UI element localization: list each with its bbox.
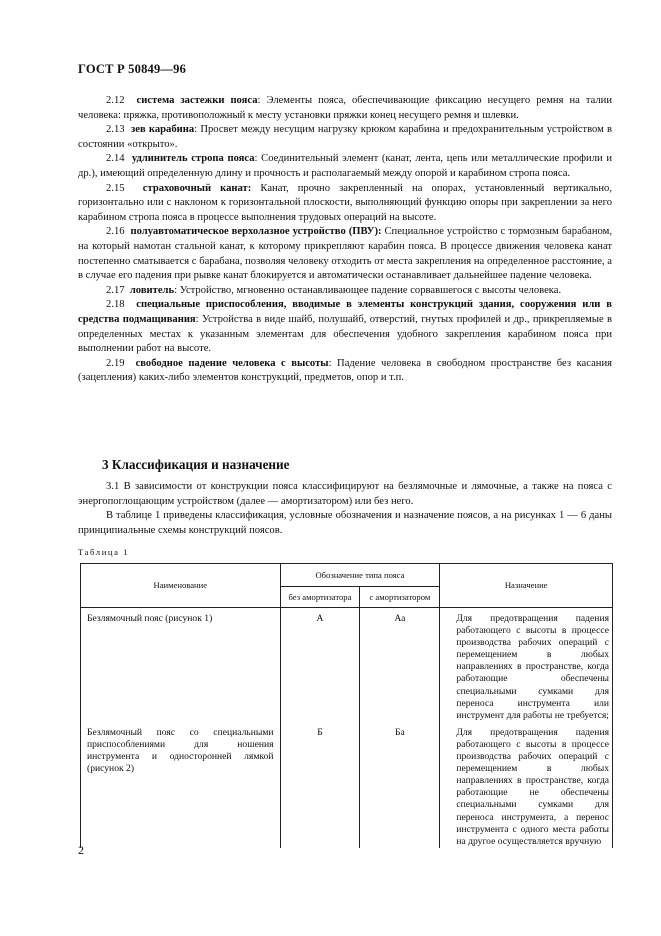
- page-number: 2: [78, 843, 84, 857]
- definition-item: 2.13 зев карабина: Просвет между несущим нагрузку крюком карабина и предохранительным устройством в состоянии «открыто».: [78, 124, 613, 150]
- definition-item: 2.16 полуавтоматическое верхолазное устройство (ПВУ): Специальное устройство с тормозным барабаном, на который намотан стальной канат, к которому прикрепляют карабин пояса. В процессе движения человека канат постепенно сматывается с барабана, позволяя человеку отходить от места закрепления на определенное расстояние, а в случае его падения при рывке канат блокируется и автоматически останавливает дальнейшее падение человека.: [78, 226, 612, 282]
- section-paragraph: 3.1 В зависимости от конструкции пояса классифицируют на безлямочные и лямочные, а также на пояса с энергопоглощающим устройством (далее — амортизатором) или без него.: [78, 481, 612, 507]
- header-designation: Обозначение типа пояса: [280, 564, 440, 587]
- definition-text: Просвет между несущим нагрузку крюком карабина и предохранительным устройством в состоянии «открыто».: [78, 124, 613, 150]
- definition-item: 2.15 страховочный канат: Канат, прочно закрепленный на опорах, установленный вертикально, горизонтально или с наклоном к горизонтальной плоскости, выполняющий функцию опоры при закреплении за него карабином стропа пояса в процессе выполнения трудовых операций на высоте.: [78, 182, 612, 223]
- definition-term: страховочный канат:: [142, 182, 252, 194]
- definition-text: Специальное устройство с тормозным барабаном, на который намотан стальной канат, к которому прикрепляют карабин пояса. В процессе движения человека канат постепенно сматывается с барабана, позволяя человеку отходить от места закрепления на определенное расстояние, а в случае его падения при рывке канат блокируется и автоматически останавливает дальнейшее падение человека.: [78, 226, 612, 282]
- section-paragraph: В таблице 1 приведены классификация, условные обозначения и назначение поясов, а на рисунках 1 — 6 даны принципиальные схемы конструкций поясов.: [78, 510, 612, 536]
- table-row: [81, 727, 613, 848]
- definition-term: свободное падение человека с высоты: [135, 357, 329, 369]
- header-without-absorber: без амортизатора: [280, 587, 360, 608]
- cell-with: Аа: [360, 613, 440, 722]
- header-with-absorber: с амортизатором: [360, 587, 440, 608]
- definition-text: Соединительный элемент (канат, лента, цепь или металлические профили и др.), имеющий определенную длину и прочность и располагаемый между опорой и карабином стропа пояса.: [78, 153, 612, 179]
- table-caption: Таблица 1: [78, 547, 130, 557]
- definition-term: полуавтоматическое верхолазное устройство (ПВУ):: [130, 226, 382, 238]
- cell-name: Безлямочный пояс (рисунок 1): [81, 613, 281, 722]
- definition-item: 2.14 удлинитель стропа пояса: Соединительный элемент (канат, лента, цепь или металлические профили и др.), имеющий определенную длину и прочность и располагаемый между опорой и карабином стропа пояса.: [78, 153, 612, 179]
- definition-term: система застежки пояса: [136, 95, 258, 106]
- definition-item: 2.19 свободное падение человека с высоты: Падение человека в свободном пространстве без касания (зацепления) каких-либо элементов конструкций, предметов, опор и т.п.: [78, 357, 613, 384]
- definition-term: ловитель: [129, 284, 175, 296]
- header-name: Наименование: [81, 564, 281, 608]
- cell-name: Безлямочный пояс со специальными приспособлениями для ношения инструмента и односторонней лямкой (рисунок 2): [81, 727, 281, 848]
- definition-item: 2.18 специальные приспособления, вводимые в элементы конструкций здания, сооружения или в средства подмащивания: Устройства в виде шайб, полушайб, отверстий, гнутых профилей и др., прикрепляемые в определенных местах к указанным элементам для обеспечения удобного закрепления карабином пояса при выполнении работ на высоте.: [78, 299, 613, 355]
- definition-text: Устройство, мгновенно останавливающее падение сорвавшегося с высоты человека.: [177, 284, 562, 296]
- classification-table: [80, 563, 613, 848]
- table-header-row: [81, 564, 613, 587]
- definition-term: удлинитель стропа пояса: [131, 153, 255, 165]
- definition-item: 2.17 ловитель: Устройство, мгновенно останавливающее падение сорвавшегося с высоты человека.: [106, 284, 562, 296]
- section-heading: 3 Классификация и назначение: [102, 457, 290, 472]
- definition-text: Устройства в виде шайб, полушайб, отверстий, гнутых профилей и др., прикрепляемые в определенных местах к указанным элементам для обеспечения удобного закрепления карабином пояса при выполнении работ на высоте.: [78, 313, 612, 355]
- definition-term: специальные приспособления, вводимые в элементы конструкций здания, сооружения или в средства подмащивания: [78, 299, 613, 325]
- cell-purpose: Для предотвращения падения работающего с высоты в процессе производства рабочих операций с перемещением в любых направлениях в пространстве, когда работающие обеспечены специальными сумками для переноса инструмента или инструмент для работы не требуется;: [440, 613, 613, 722]
- definitions-list: [78, 94, 612, 386]
- definition-term: зев карабина: [131, 124, 195, 136]
- section-body: [78, 480, 612, 538]
- standard-header: ГОСТ Р 50849—96: [78, 62, 187, 76]
- definition-text: Падение человека в свободном пространстве без касания (зацепления) каких-либо элементов конструкций, предметов, опор и т.п.: [78, 357, 613, 384]
- header-purpose: Назначение: [440, 564, 613, 608]
- definition-text: Канат, прочно закрепленный на опорах, установленный вертикально, горизонтально или с наклоном к горизонтальной плоскости, выполняющий функцию опоры при закреплении за него карабином стропа пояса в процессе выполнения трудовых операций на высоте.: [78, 182, 612, 223]
- cell-with: Ба: [360, 727, 440, 848]
- definition-text: Элементы пояса, обеспечивающие фиксацию несущего ремня на талии человека: пряжка, противоположный к месту установки пряжки конец несущего ремня и шлевки.: [78, 95, 612, 121]
- cell-without: А: [280, 613, 360, 722]
- table-row: [81, 613, 613, 722]
- definition-item: 2.12 система застежки пояса: Элементы пояса, обеспечивающие фиксацию несущего ремня на талии человека: пряжка, противоположный к месту установки пряжки конец несущего ремня и шлевки.: [78, 95, 612, 121]
- cell-without: Б: [280, 727, 360, 848]
- cell-purpose: Для предотвращения падения работающего с высоты в процессе производства рабочих операций с перемещением в любых направлениях в пространстве, когда работающие не обеспечены специальными сумками для переноса инструмента, а перенос инструмента с одного места работы на другое осуществляется вручную: [440, 727, 613, 848]
